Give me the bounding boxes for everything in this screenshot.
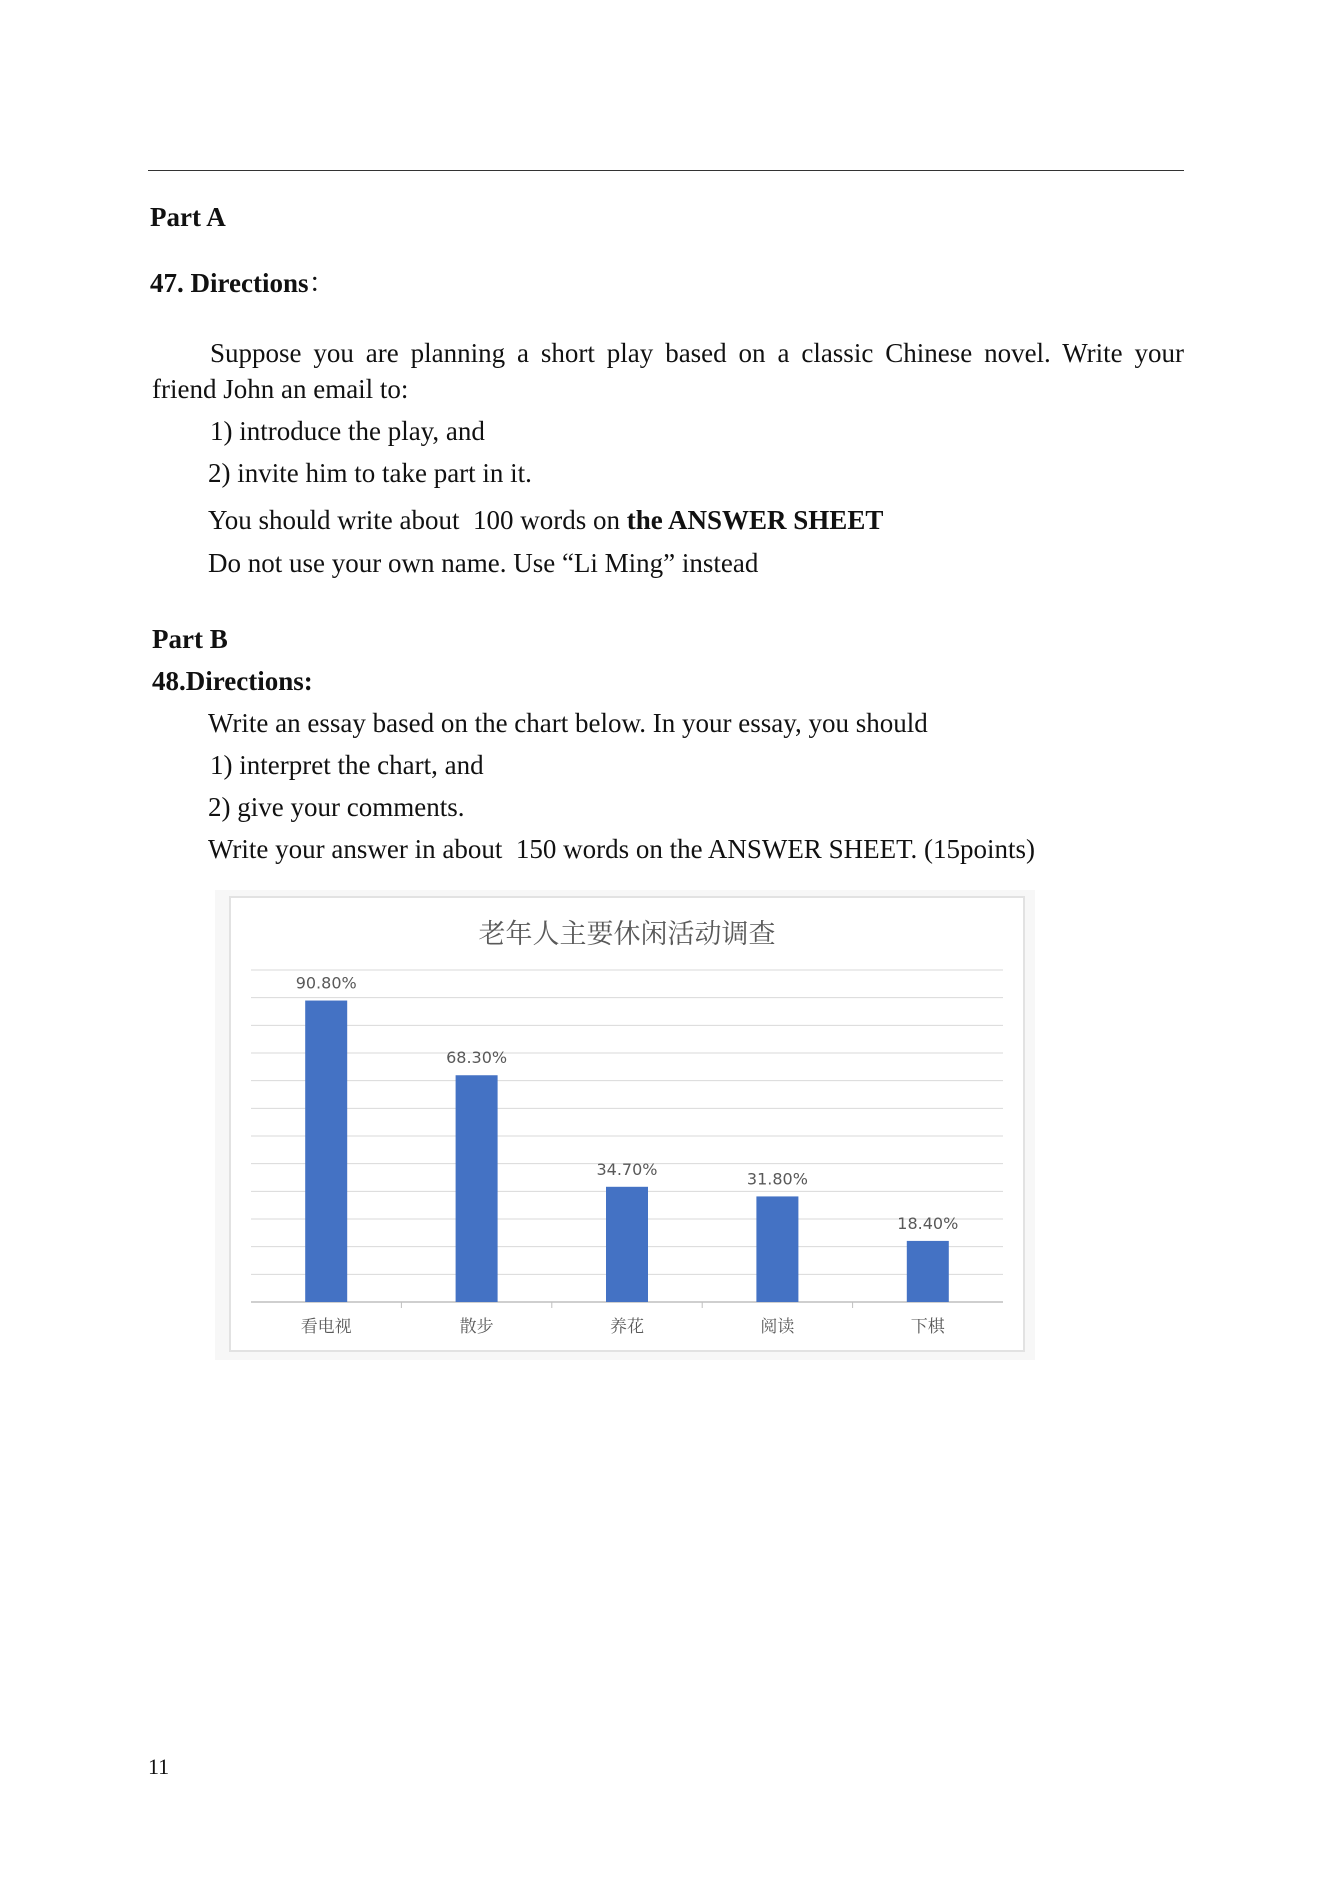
chart-title: 老年人主要休闲活动调查 (478, 919, 776, 950)
part-b-heading: Part B (152, 624, 228, 654)
part-a-word-note-text: You should write about 100 words on (208, 505, 627, 535)
part-a-heading: Part A (150, 202, 226, 232)
part-a-name-note: Do not use your own name. Use “Li Ming” instead (208, 548, 759, 578)
part-a-word-note (208, 503, 883, 537)
bar-1 (305, 1001, 347, 1302)
bar-4 (756, 1196, 798, 1302)
part-a-answer-sheet: the ANSWER SHEET (626, 505, 884, 535)
top-rule (148, 170, 1184, 171)
category-label-5: 下棋 (910, 1317, 945, 1337)
chart-frame (229, 896, 1025, 1352)
data-label-5: 18.40% (897, 1213, 959, 1233)
question-47-heading (150, 266, 335, 300)
part-a-item-1: 1) introduce the play, and (210, 416, 485, 446)
part-b-item-1: 1) interpret the chart, and (210, 750, 484, 780)
part-b-word-note: Write your answer in about 150 words on the ANSWER SHEET. (15points) (208, 834, 1036, 864)
bar-chart (231, 898, 1023, 1350)
part-a-instruction-line1: Suppose you are planning a short play based on a classic Chinese novel. Write your (210, 338, 1184, 368)
page-number: 11 (148, 1754, 170, 1779)
data-label-1: 90.80% (295, 973, 357, 993)
category-label-1: 看电视 (300, 1317, 352, 1337)
data-label-3: 34.70% (596, 1159, 658, 1179)
data-label-2: 68.30% (446, 1048, 508, 1068)
question-47-colon: ： (308, 268, 336, 298)
part-b-item-2: 2) give your comments. (208, 792, 465, 822)
data-label-4: 31.80% (746, 1169, 808, 1189)
part-b-instruction: Write an essay based on the chart below. In your essay, you should (208, 708, 928, 738)
category-label-2: 散步 (459, 1317, 494, 1337)
question-47-label: 47. Directions (150, 268, 309, 298)
question-48-heading: 48.Directions: (152, 666, 313, 696)
chart-figure (215, 890, 1035, 1360)
bar-2 (456, 1075, 498, 1302)
category-label-3: 养花 (610, 1317, 644, 1337)
part-a-instruction-line2: friend John an email to: (152, 374, 409, 404)
bar-5 (907, 1241, 949, 1302)
bar-3 (606, 1187, 648, 1302)
part-a-item-2: 2) invite him to take part in it. (208, 458, 532, 488)
category-label-4: 阅读 (760, 1317, 795, 1337)
